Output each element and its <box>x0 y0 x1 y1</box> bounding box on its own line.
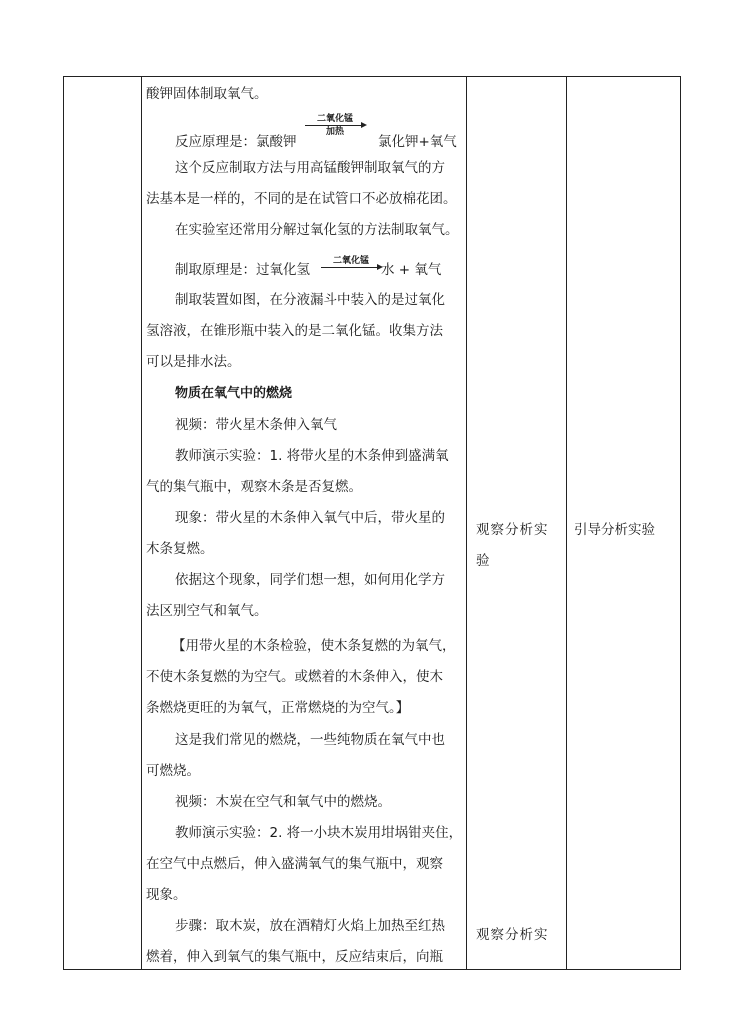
lesson-table <box>63 76 681 970</box>
text-line: 燃着，伸入到氧气的集气瓶中，反应结束后，向瓶 <box>146 949 443 965</box>
text-line: 【用带火星的木条检验，使木条复燃的为氧气， <box>172 638 456 654</box>
text-line: 这个反应制取方法与用高锰酸钾制取氧气的方 <box>175 160 445 176</box>
text-line: 验 <box>476 553 490 569</box>
catalyst-label: 二氧化锰 <box>316 114 353 124</box>
text-line: 制取装置如图，在分液漏斗中装入的是过氧化 <box>175 292 445 308</box>
text-line: 木条复燃。 <box>146 541 214 557</box>
text-line: 引导分析实验 <box>574 522 655 538</box>
reaction-arrow-icon <box>305 125 365 126</box>
text-line: 可燃烧。 <box>146 763 200 779</box>
condition-label: 加热 <box>325 127 344 137</box>
text-line: 在实验室还常用分解过氧化氢的方法制取氧气。 <box>175 222 459 238</box>
text-line: 视频：带火星木条伸入氧气 <box>175 417 337 433</box>
text-line: 法区别空气和氧气。 <box>146 603 268 619</box>
text-line: 视频：木炭在空气和氧气中的燃烧。 <box>175 794 391 810</box>
reaction-condition <box>321 256 381 269</box>
text-line: 制取原理是：过氧化氢 <box>175 262 310 278</box>
text-line: 氯化钾+氧气 <box>378 134 457 150</box>
text-line: 教师演示实验：2. 将一小块木炭用坩埚钳夹住， <box>175 825 463 841</box>
text-line: 观察分析实 <box>476 522 549 538</box>
text-line: 教师演示实验：1. 将带火星的木条伸到盛满氧 <box>175 448 449 464</box>
text-line: 现象：带火星的木条伸入氧气中后，带火星的 <box>175 510 445 526</box>
text-line: 气的集气瓶中，观察木条是否复燃。 <box>146 479 362 495</box>
column-divider <box>466 77 467 969</box>
teacher-activity-cell <box>142 77 466 969</box>
text-line: 在空气中点燃后，伸入盛满氧气的集气瓶中，观察 <box>146 856 443 872</box>
text-line: 不使木条复燃的为空气。或燃着的木条伸入，使木 <box>146 669 443 685</box>
text-line: 反应原理是：氯酸钾 <box>175 134 297 150</box>
text-line: 现象。 <box>146 887 187 903</box>
text-line: 氢溶液，在锥形瓶中装入的是二氧化锰。收集方法 <box>146 323 443 339</box>
section-heading: 物质在氧气中的燃烧 <box>175 386 293 401</box>
reaction-condition <box>305 114 365 137</box>
text-line: 依据这个现象，同学们想一想，如何用化学方 <box>175 572 445 588</box>
column-divider <box>566 77 567 969</box>
catalyst-label: 二氧化锰 <box>332 256 369 266</box>
reaction-arrow-icon <box>321 267 381 268</box>
text-line: 这是我们常见的燃烧，一些纯物质在氧气中也 <box>175 732 445 748</box>
text-line: 法基本是一样的，不同的是在试管口不必放棉花团。 <box>146 191 457 207</box>
text-line: 可以是排水法。 <box>146 354 241 370</box>
text-line: 条燃烧更旺的为氧气，正常燃烧的为空气。】 <box>146 700 410 716</box>
text-line: 步骤：取木炭，放在酒精灯火焰上加热至红热 <box>175 918 445 934</box>
text-line: 观察分析实 <box>476 927 549 943</box>
text-line: 水 + 氧气 <box>381 262 442 278</box>
text-line: 酸钾固体制取氧气。 <box>146 86 268 102</box>
